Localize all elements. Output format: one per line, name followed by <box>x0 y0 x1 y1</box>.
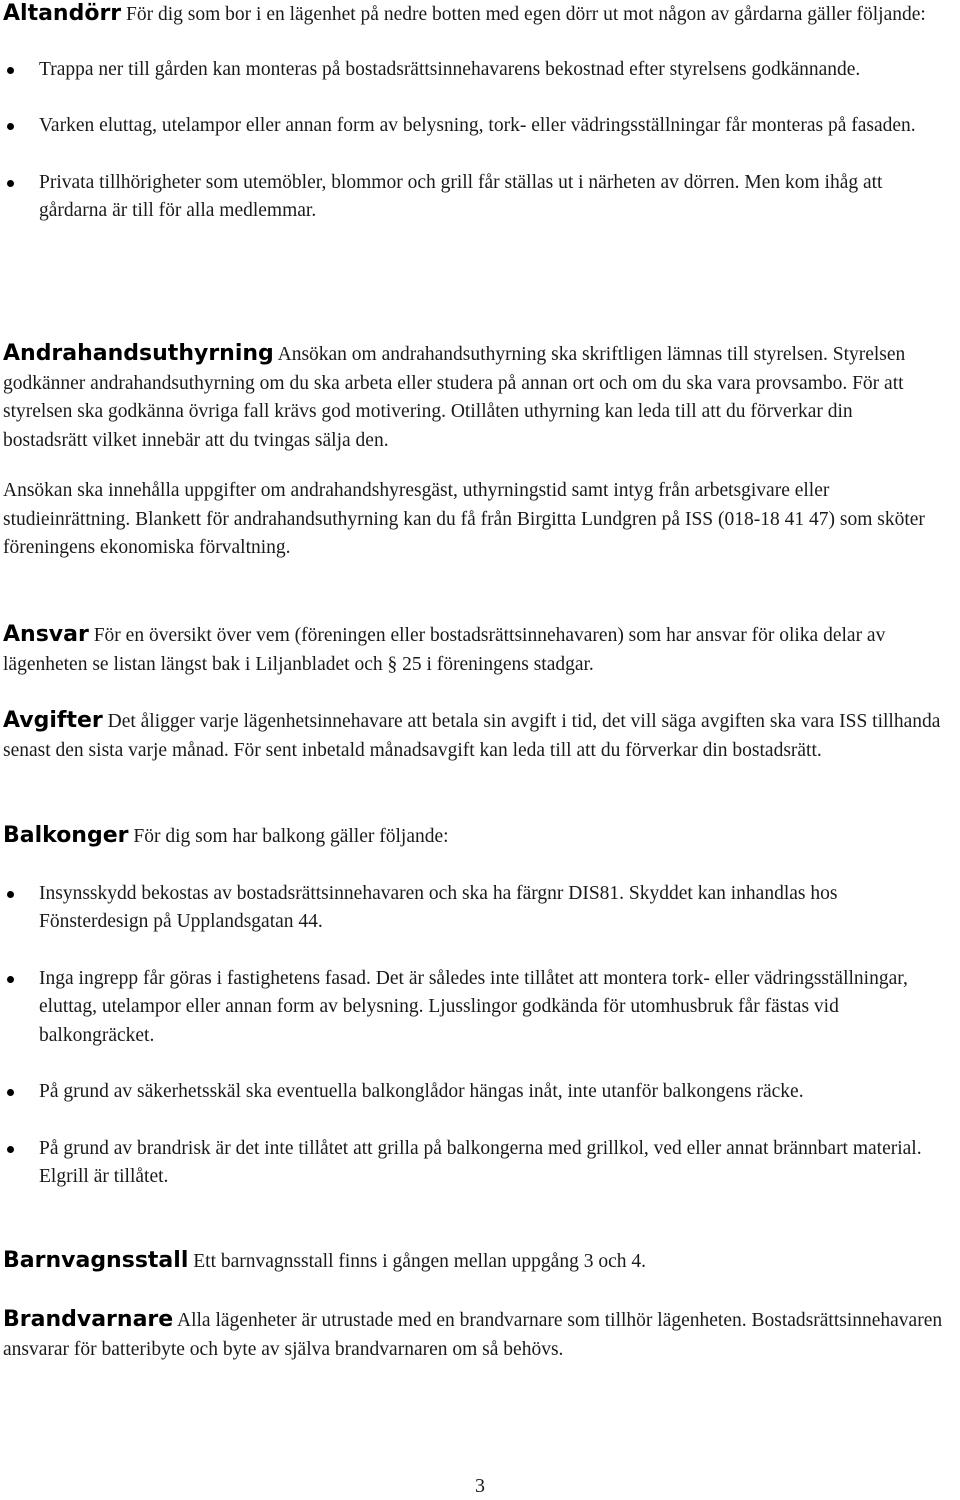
section-avgifter <box>3 707 953 765</box>
bullet-icon <box>7 1089 14 1096</box>
list-item: Privata tillhörigheter som utemöbler, blommor och grill får ställas ut i närheten av dörren. Men kom ihåg att gårdarna är till för alla medlemmar. <box>3 169 948 226</box>
bullet-icon <box>7 976 14 983</box>
bullet-icon <box>7 180 14 187</box>
bullet-list-altandorr <box>3 56 948 226</box>
section-altandorr <box>3 0 948 226</box>
section-barnvagnsstall <box>3 1247 948 1277</box>
bullet-list-balkonger <box>3 880 948 1192</box>
paragraph-andrahandsuthyrning: Ansökan ska innehålla uppgifter om andrahandshyresgäst, uthyrningstid samt intyg från arbetsgivare eller studieinrättning. Blankett för andrahandsuthyrning kan du få från Birgitta Lundgren på ISS (018-18 41 47) som sköter föreningens ekonomiska förvaltning. <box>3 480 925 558</box>
intro-avgifter: Det åligger varje lägenhetsinnehavare att betala sin avgift i tid, det vill säga avgiften ska vara ISS tillhanda senast den sista varje månad. För sent inbetald månadsavgift kan leda till att du förverkar din bostadsrätt. <box>3 711 941 761</box>
page-number: 3 <box>475 1475 485 1497</box>
list-item: Insynsskydd bekostas av bostadsrättsinnehavaren och ska ha färgnr DIS81. Skyddet kan inhandlas hos Fönsterdesign på Upplandsgatan 44. <box>3 880 948 937</box>
list-item: På grund av säkerhetsskäl ska eventuella balkonglådor hängas inåt, inte utanför balkongens räcke. <box>3 1078 948 1107</box>
intro-altandorr: För dig som bor i en lägenhet på nedre botten med egen dörr ut mot någon av gårdarna gäller följande: <box>126 4 926 25</box>
heading-avgifter: Avgifter <box>3 708 103 733</box>
list-item: Inga ingrepp får göras i fastighetens fasad. Det är således inte tillåtet att montera tork- eller vädringsställningar, eluttag, utelampor eller annan form av belysning. Ljusslingor godkända för utomhusbruk får fästas vid balkongräcket. <box>3 965 948 1051</box>
bullet-icon <box>7 67 14 74</box>
section-andrahandsuthyrning <box>3 340 938 563</box>
heading-ansvar: Ansvar <box>3 622 89 647</box>
list-item: Varken eluttag, utelampor eller annan form av belysning, tork- eller vädringsställningar får monteras på fasaden. <box>3 112 948 141</box>
heading-brandvarnare: Brandvarnare <box>3 1307 174 1332</box>
heading-balkonger: Balkonger <box>3 823 129 848</box>
intro-brandvarnare: Alla lägenheter är utrustade med en brandvarnare som tillhör lägenheten. Bostadsrättsinnehavaren ansvarar för batteribyte och byte av själva brandvarnaren om så behövs. <box>3 1310 943 1360</box>
intro-ansvar: För en översikt över vem (föreningen eller bostadsrättsinnehavaren) som har ansvar för olika delar av lägenheten se listan längst bak i Liljanbladet och § 25 i föreningens stadgar. <box>3 625 886 675</box>
intro-andrahandsuthyrning: Ansökan om andrahandsuthyrning ska skriftligen lämnas till styrelsen. Styrelsen godkänner andrahandsuthyrning om du ska arbeta eller studera på annan ort och om du ska vara provsambo. För att styrelsen ska godkänna övriga fall krävs god motivering. Otillåten uthyrning kan leda till att du förverkar din bostadsrätt vilket innebär att du tvingas sälja den. <box>3 344 906 451</box>
section-brandvarnare <box>3 1306 948 1364</box>
list-item: Trappa ner till gården kan monteras på bostadsrättsinnehavarens bekostnad efter styrelsens godkännande. <box>3 56 948 85</box>
section-ansvar <box>3 621 951 679</box>
list-item: På grund av brandrisk är det inte tillåtet att grilla på balkongerna med grillkol, ved eller annat brännbart material. Elgrill är tillåtet. <box>3 1135 948 1192</box>
section-balkonger <box>3 822 948 1192</box>
bullet-icon <box>7 1146 14 1153</box>
bullet-icon <box>7 891 14 898</box>
bullet-icon <box>7 123 14 130</box>
intro-barnvagnsstall: Ett barnvagnsstall finns i gången mellan uppgång 3 och 4. <box>193 1251 646 1272</box>
document-page <box>3 0 955 1500</box>
heading-andrahandsuthyrning: Andrahandsuthyrning <box>3 341 274 366</box>
intro-balkonger: För dig som har balkong gäller följande: <box>133 826 449 847</box>
heading-barnvagnsstall: Barnvagnsstall <box>3 1248 189 1273</box>
heading-altandorr: Altandörr <box>3 1 122 26</box>
